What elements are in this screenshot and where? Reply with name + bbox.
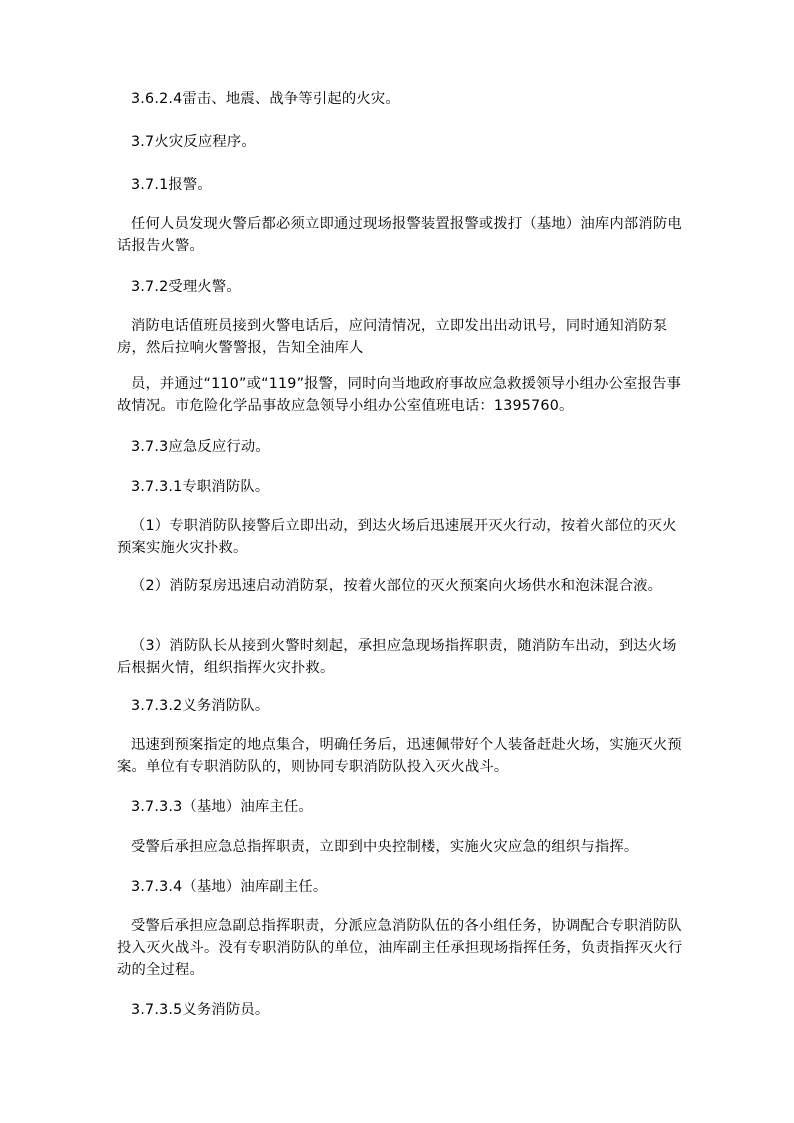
paragraph-call-110-119: 员，并通过“110”或“119”报警，同时向当地政府事故应急救援领导小组办公室报告事故情况。市危险化学品事故应急领导小组办公室值班电话：1395760。 — [117, 376, 682, 414]
heading-3-7-3-4: 3.7.3.4（基地）油库副主任。 — [131, 879, 328, 895]
heading-3-7-3: 3.7.3应急反应行动。 — [131, 439, 270, 455]
paragraph-depot-director: 受警后承担应急总指挥职责，立即到中央控制楼，实施火灾应急的组织与指挥。 — [131, 839, 639, 855]
paragraph-item-2: （2）消防泵房迅速启动消防泵，按着火部位的灭火预案向火场供水和泡沫混合液。 — [131, 578, 663, 594]
paragraph-item-1: （1）专职消防队接警后立即出动，到达火场后迅速展开灭火行动，按着火部位的灭火预案实施火灾扑救。 — [117, 518, 677, 556]
heading-3-7-2: 3.7.2受理火警。 — [131, 279, 241, 295]
paragraph-receive-alarm: 消防电话值班员接到火警电话后，应问清情况，立即发出出动讯号，同时通知消防泵房，然后拉响火警警报，告知全油库人 — [117, 318, 668, 356]
paragraph-report-alarm: 任何人员发现火警后都必须立即通过现场报警装置报警或拨打（基地）油库内部消防电话报告火警。 — [117, 216, 682, 254]
heading-3-7-3-1: 3.7.3.1专职消防队。 — [131, 479, 270, 495]
heading-3-7: 3.7火灾反应程序。 — [131, 134, 256, 150]
heading-3-7-3-2: 3.7.3.2义务消防队。 — [131, 698, 270, 714]
paragraph-item-3: （3）消防队长从接到火警时刻起，承担应急现场指挥职责，随消防车出动，到达火场后根据火情，组织指挥火灾扑救。 — [117, 638, 677, 676]
paragraph-volunteer-team: 迅速到预案指定的地点集合，明确任务后，迅速佩带好个人装备赶赴火场，实施灭火预案。单位有专职消防队的，则协同专职消防队投入灭火战斗。 — [117, 737, 682, 775]
paragraph-3-6-2-4: 3.6.2.4雷击、地震、战争等引起的火灾。 — [131, 91, 400, 107]
heading-3-7-1: 3.7.1报警。 — [131, 177, 212, 193]
heading-3-7-3-3: 3.7.3.3（基地）油库主任。 — [131, 799, 313, 815]
heading-3-7-3-5: 3.7.3.5义务消防员。 — [131, 1002, 270, 1018]
paragraph-deputy-director: 受警后承担应急副总指挥职责，分派应急消防队伍的各小组任务，协调配合专职消防队投入灭火战斗。没有专职消防队的单位，油库副主任承担现场指挥任务，负责指挥灭火行动的全过程。 — [117, 918, 683, 978]
